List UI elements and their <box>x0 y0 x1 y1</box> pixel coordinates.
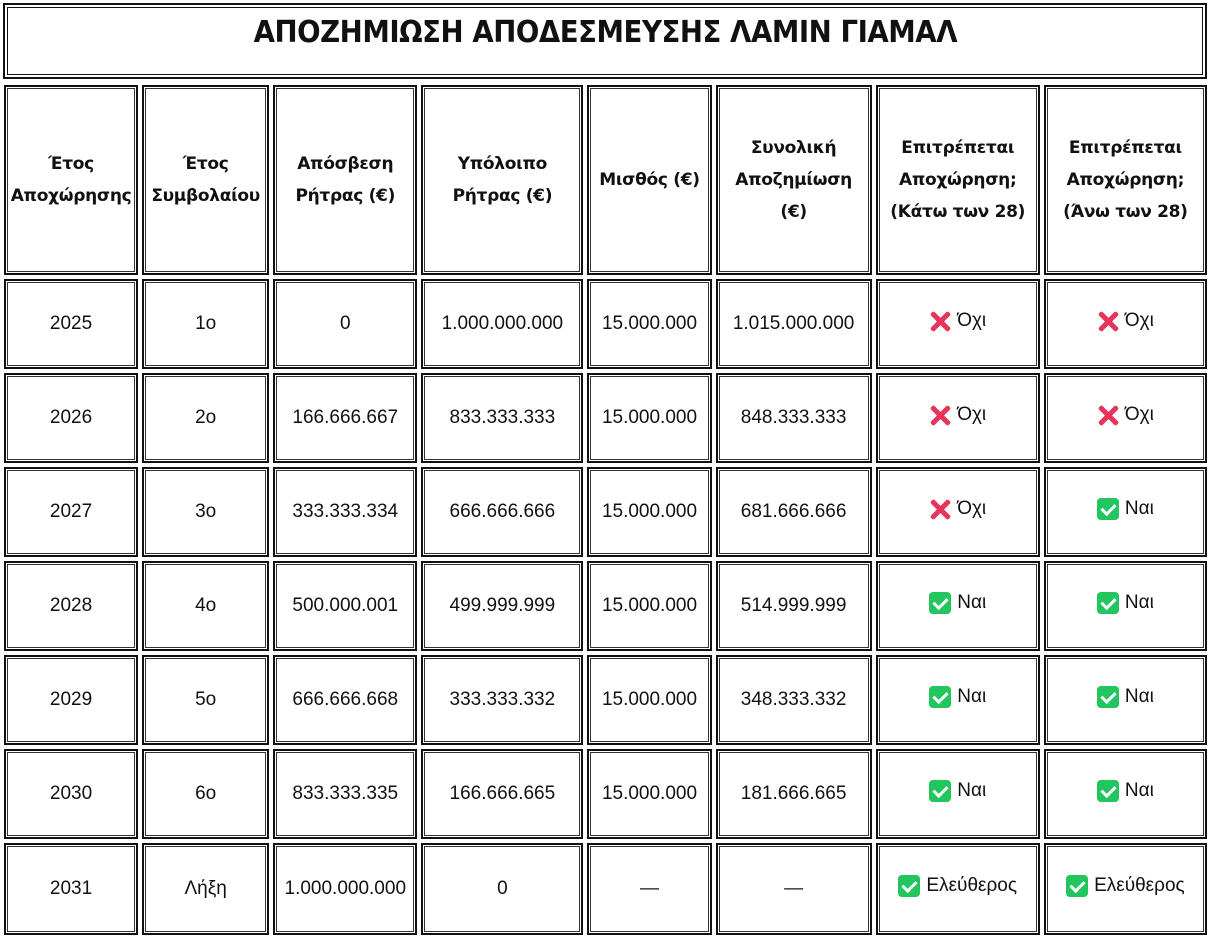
cell-allowed-over-28 <box>1044 467 1207 557</box>
cell-allowed-under-28 <box>876 561 1040 651</box>
status-label: Ναι <box>957 592 987 613</box>
status-flag <box>929 310 986 332</box>
status-flag <box>1097 498 1154 520</box>
cross-mark-icon <box>1097 404 1119 426</box>
header-salary: Μισθός (€) <box>587 85 711 275</box>
cell-total: — <box>716 843 872 935</box>
cell-allowed-over-28 <box>1044 279 1207 369</box>
cell-contract-year: 1ο <box>142 279 269 369</box>
status-flag <box>1097 404 1154 426</box>
cell-remaining: 166.666.665 <box>421 749 583 839</box>
status-flag <box>1066 875 1185 897</box>
status-label: Ναι <box>957 780 987 801</box>
table-row <box>4 279 1207 369</box>
cross-mark-icon <box>929 498 951 520</box>
status-flag <box>929 404 986 426</box>
cell-contract-year: 5ο <box>142 655 269 745</box>
cell-exit-year: 2027 <box>4 467 138 557</box>
cell-salary: 15.000.000 <box>587 561 711 651</box>
status-label: Ναι <box>957 686 987 707</box>
header-allowed-under-28: Επιτρέπεται Αποχώρηση; (Κάτω των 28) <box>876 85 1040 275</box>
cell-amortization: 333.333.334 <box>273 467 417 557</box>
check-mark-icon <box>1097 592 1119 614</box>
table-row <box>4 843 1207 935</box>
status-flag <box>929 592 986 614</box>
cell-total: 681.666.666 <box>716 467 872 557</box>
table-body <box>4 279 1207 935</box>
status-flag <box>929 780 986 802</box>
table-row <box>4 561 1207 651</box>
cell-allowed-under-28 <box>876 279 1040 369</box>
cell-total: 514.999.999 <box>716 561 872 651</box>
cell-allowed-over-28 <box>1044 373 1207 463</box>
cell-total: 348.333.332 <box>716 655 872 745</box>
status-label: Ναι <box>1124 686 1154 707</box>
cell-amortization: 500.000.001 <box>273 561 417 651</box>
status-label: Όχι <box>957 404 987 425</box>
cell-allowed-under-28 <box>876 467 1040 557</box>
status-flag <box>929 686 986 708</box>
cell-allowed-over-28 <box>1044 655 1207 745</box>
cell-total: 181.666.665 <box>716 749 872 839</box>
header-contract-year: Έτος Συμβολαίου <box>142 85 269 275</box>
cell-amortization: 1.000.000.000 <box>273 843 417 935</box>
cell-amortization: 666.666.668 <box>273 655 417 745</box>
cell-exit-year: 2028 <box>4 561 138 651</box>
cell-amortization: 166.666.667 <box>273 373 417 463</box>
check-mark-icon <box>929 686 951 708</box>
cell-remaining: 666.666.666 <box>421 467 583 557</box>
status-label: Ελεύθερος <box>926 875 1018 896</box>
cell-remaining: 1.000.000.000 <box>421 279 583 369</box>
cell-exit-year: 2029 <box>4 655 138 745</box>
header-total: Συνολική Αποζημίωση (€) <box>716 85 872 275</box>
cell-remaining: 833.333.333 <box>421 373 583 463</box>
cell-contract-year: 2ο <box>142 373 269 463</box>
cell-allowed-under-28 <box>876 655 1040 745</box>
check-mark-icon <box>929 592 951 614</box>
header-amortization: Απόσβεση Ρήτρας (€) <box>273 85 417 275</box>
cell-exit-year: 2026 <box>4 373 138 463</box>
cell-salary: 15.000.000 <box>587 749 711 839</box>
check-mark-icon <box>929 780 951 802</box>
release-clause-table <box>0 81 1210 939</box>
cell-salary: — <box>587 843 711 935</box>
cell-exit-year: 2030 <box>4 749 138 839</box>
status-label: Όχι <box>1124 310 1154 331</box>
cell-amortization: 833.333.335 <box>273 749 417 839</box>
header-exit-year: Έτος Αποχώρησης <box>4 85 138 275</box>
cell-exit-year: 2031 <box>4 843 138 935</box>
title-box <box>3 3 1207 79</box>
cell-amortization: 0 <box>273 279 417 369</box>
cell-salary: 15.000.000 <box>587 467 711 557</box>
status-label: Όχι <box>957 498 987 519</box>
cross-mark-icon <box>929 404 951 426</box>
cell-contract-year: 3ο <box>142 467 269 557</box>
cell-allowed-over-28 <box>1044 843 1207 935</box>
cell-salary: 15.000.000 <box>587 279 711 369</box>
cell-salary: 15.000.000 <box>587 655 711 745</box>
check-mark-icon <box>1097 498 1119 520</box>
status-flag <box>1097 310 1154 332</box>
table-row <box>4 467 1207 557</box>
status-label: Ναι <box>1124 592 1154 613</box>
status-label: Ναι <box>1124 498 1154 519</box>
status-flag <box>898 875 1017 897</box>
check-mark-icon <box>898 875 920 897</box>
cell-salary: 15.000.000 <box>587 373 711 463</box>
header-allowed-over-28: Επιτρέπεται Αποχώρηση; (Άνω των 28) <box>1044 85 1207 275</box>
cross-mark-icon <box>1097 310 1119 332</box>
check-mark-icon <box>1097 686 1119 708</box>
header-remaining: Υπόλοιπο Ρήτρας (€) <box>421 85 583 275</box>
cell-contract-year: 4ο <box>142 561 269 651</box>
cell-contract-year: 6ο <box>142 749 269 839</box>
cell-allowed-over-28 <box>1044 749 1207 839</box>
check-mark-icon <box>1066 875 1088 897</box>
status-flag <box>1097 780 1154 802</box>
page-title: ΑΠΟΖΗΜΙΩΣΗ ΑΠΟΔΕΣΜΕΥΣΗΣ ΛΑΜΙΝ ΓΙΑΜΑΛ <box>253 15 957 50</box>
header-row <box>4 85 1207 275</box>
table-row <box>4 749 1207 839</box>
table-row <box>4 655 1207 745</box>
cell-allowed-under-28 <box>876 749 1040 839</box>
cell-remaining: 333.333.332 <box>421 655 583 745</box>
table-row <box>4 373 1207 463</box>
cell-allowed-under-28 <box>876 843 1040 935</box>
cell-allowed-under-28 <box>876 373 1040 463</box>
cell-allowed-over-28 <box>1044 561 1207 651</box>
check-mark-icon <box>1097 780 1119 802</box>
cell-total: 848.333.333 <box>716 373 872 463</box>
cell-exit-year: 2025 <box>4 279 138 369</box>
cell-remaining: 499.999.999 <box>421 561 583 651</box>
status-flag <box>1097 592 1154 614</box>
status-flag <box>929 498 986 520</box>
status-label: Όχι <box>1124 404 1154 425</box>
status-flag <box>1097 686 1154 708</box>
status-label: Ελεύθερος <box>1094 875 1185 896</box>
cell-total: 1.015.000.000 <box>716 279 872 369</box>
cross-mark-icon <box>929 310 951 332</box>
status-label: Ναι <box>1124 780 1154 801</box>
cell-remaining: 0 <box>421 843 583 935</box>
status-label: Όχι <box>957 310 987 331</box>
cell-contract-year: Λήξη <box>142 843 269 935</box>
